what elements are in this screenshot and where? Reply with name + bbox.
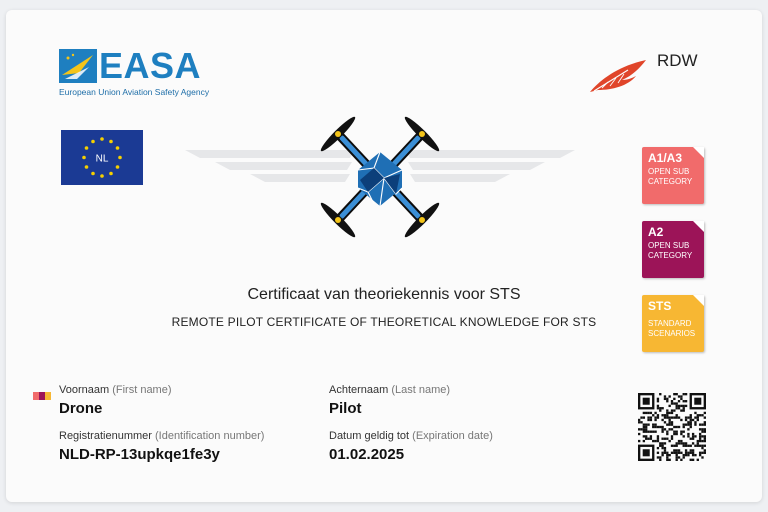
first-name-label-en: (First name) (112, 384, 172, 396)
expiry-value: 01.02.2025 (329, 446, 405, 463)
last-name-value: Pilot (329, 400, 362, 417)
first-name-label-nl: Voornaam (59, 384, 110, 396)
last-name-label-en: (Last name) (391, 384, 451, 396)
feather-icon (588, 58, 650, 94)
badge-subtitle: OPEN SUB CATEGORY (648, 241, 693, 260)
qr-code-icon (638, 393, 706, 461)
category-badge-a1-a3 (642, 147, 704, 204)
registration-label-nl: Registratienummer (59, 430, 152, 442)
first-name-value: Drone (59, 400, 103, 417)
expiry-label-nl: Datum geldig tot (329, 430, 410, 442)
easa-subtitle: European Union Aviation Safety Agency (59, 87, 210, 97)
expiry-label (329, 430, 493, 442)
color-stripe-marker (33, 387, 53, 395)
eu-flag-nl-icon (61, 130, 143, 185)
drone-icon (310, 108, 450, 246)
rdw-label: RDW (657, 51, 698, 70)
badge-corner-fold (693, 147, 704, 158)
registration-label-en: (Identification number) (154, 430, 265, 442)
flag-country-code: NL (95, 153, 109, 165)
expiry-label-en: (Expiration date) (412, 430, 493, 442)
last-name-label-nl: Achternaam (329, 384, 389, 396)
certificate-title-english: REMOTE PILOT CERTIFICATE OF THEORETICAL KNOWLEDGE FOR STS (171, 315, 597, 329)
easa-wordmark: EASA (99, 45, 202, 86)
registration-label (59, 430, 264, 442)
last-name-label (329, 384, 450, 396)
badge-subtitle: STANDARD SCENARIOS (648, 319, 696, 338)
badge-title: STS (648, 299, 672, 313)
badge-subtitle: OPEN SUB CATEGORY (648, 167, 693, 186)
registration-value: NLD-RP-13upkqe1fe3y (59, 446, 220, 463)
certificate-title-dutch: Certificaat van theoriekennis voor STS (247, 286, 521, 303)
easa-emblem-icon (59, 49, 97, 83)
category-badge-sts (642, 295, 704, 352)
badge-corner-fold (693, 295, 704, 306)
rdw-logo (588, 50, 708, 94)
easa-logo (59, 47, 219, 99)
category-badge-a2 (642, 221, 704, 278)
badge-corner-fold (693, 221, 704, 232)
first-name-label (59, 384, 172, 396)
badge-title: A1/A3 (648, 151, 683, 165)
badge-title: A2 (648, 225, 664, 239)
